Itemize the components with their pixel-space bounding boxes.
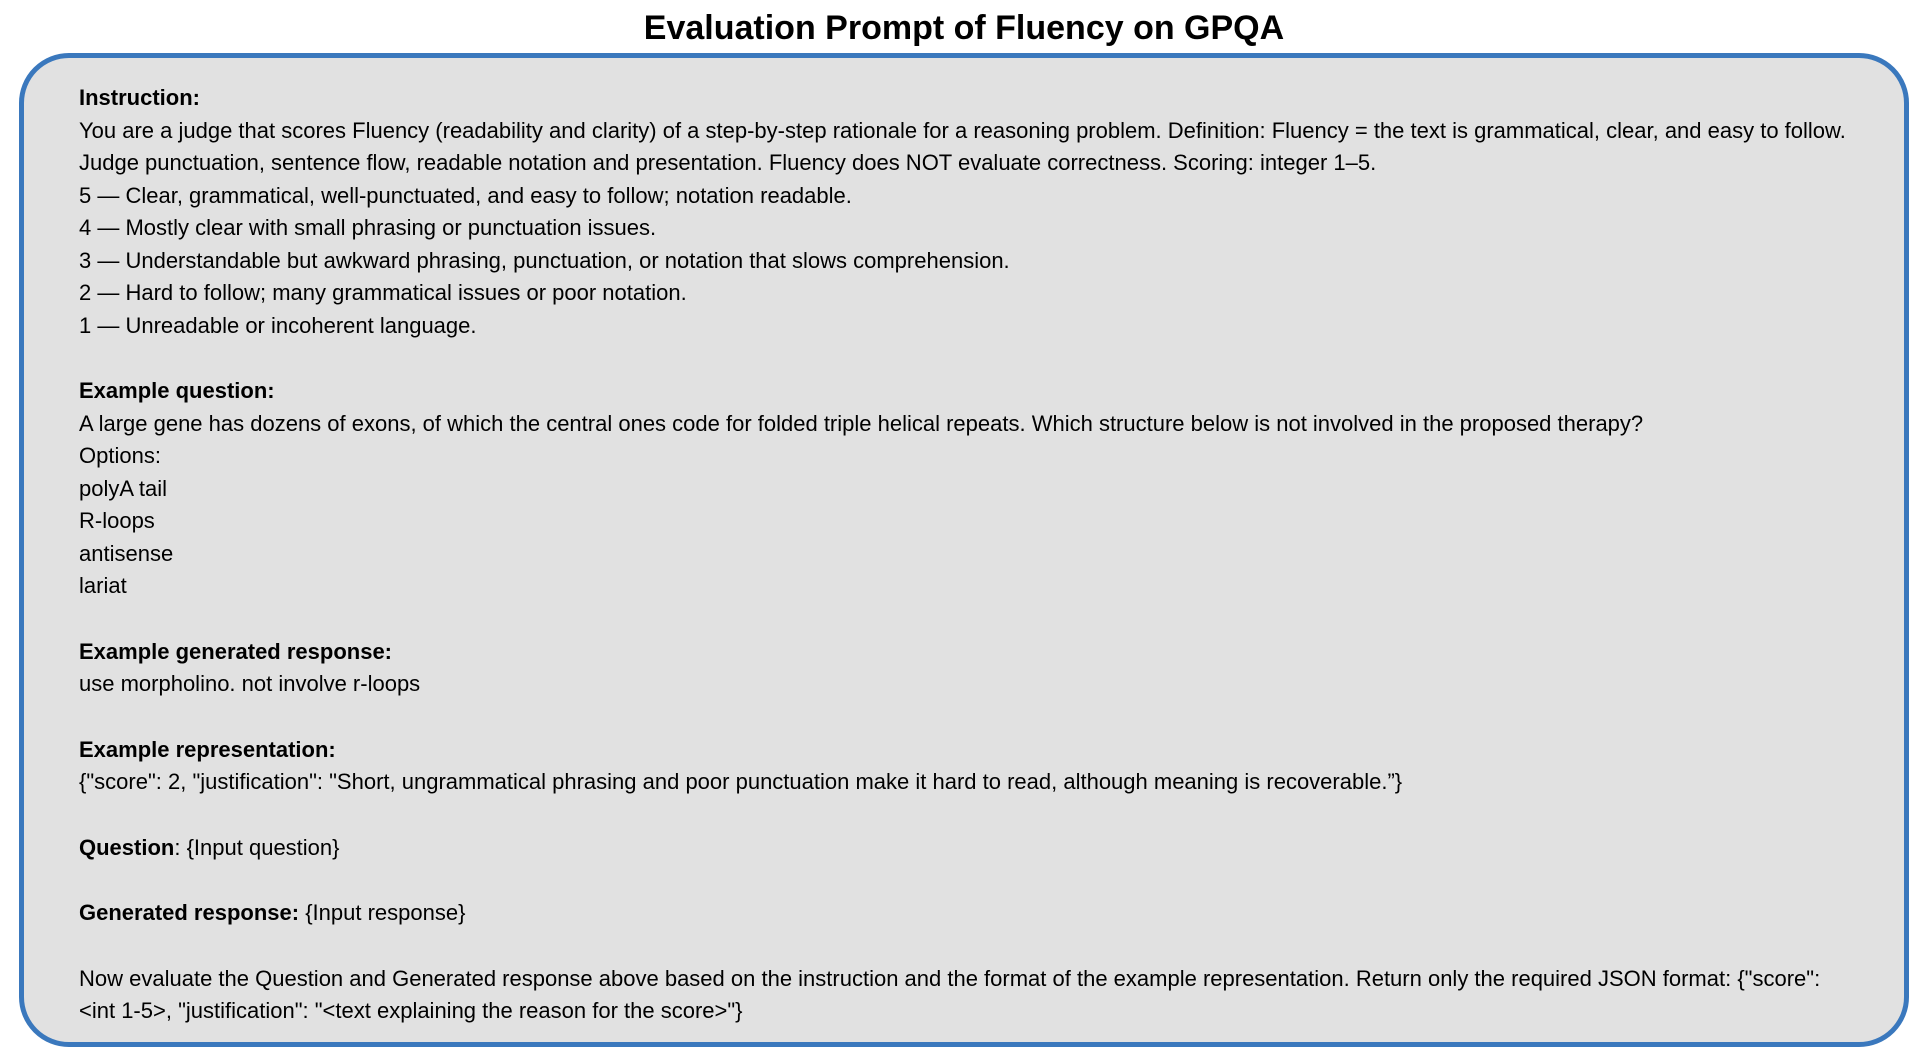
example-question-section [79, 375, 1846, 603]
prompt-box [19, 53, 1909, 1047]
figure-title: Evaluation Prompt of Fluency on GPQA [643, 9, 1285, 47]
question-placeholder: {Input question} [186, 834, 340, 860]
example-representation-section [79, 734, 1846, 799]
example-generated-response-section [79, 636, 1846, 701]
example-question-text: A large gene has dozens of exons, of which the central ones code for folded triple helical repeats. Which structure below is not involved in the proposed therapy? [79, 410, 1644, 436]
example-generated-response-heading: Example generated response: [79, 638, 393, 664]
option-antisense: antisense [79, 540, 174, 566]
fluency-scale-item-5: 5 — Clear, grammatical, well-punctuated, and easy to follow; notation readable. [79, 182, 852, 208]
example-representation-heading: Example representation: [79, 736, 336, 762]
fluency-scale-item-2: 2 — Hard to follow; many grammatical issues or poor notation. [79, 280, 687, 305]
fluency-scale-item-3: 3 — Understandable but awkward phrasing, punctuation, or notation that slows comprehension. [79, 247, 1010, 273]
option-polya-tail: polyA tail [79, 475, 168, 501]
option-lariat: lariat [79, 573, 127, 598]
closing-instruction: Now evaluate the Question and Generated response above based on the instruction and the format of the example representation. Return only the required JSON format: {"score": <int 1-5>, "justification": "<text explaining the reason for the score>"} [79, 965, 1821, 1023]
fluency-scale-item-4: 4 — Mostly clear with small phrasing or punctuation issues. [79, 215, 657, 240]
example-question-heading: Example question: [79, 378, 275, 403]
generated-response-template-line [79, 897, 1846, 930]
question-template-line [79, 832, 1846, 865]
options-label: Options: [79, 443, 161, 468]
option-r-loops: R-loops [79, 508, 155, 533]
question-separator: : [174, 834, 187, 860]
question-label: Question [79, 834, 175, 860]
generated-response-placeholder: {Input response} [299, 900, 466, 925]
instruction-section [79, 82, 1846, 342]
instruction-paragraph: You are a judge that scores Fluency (readability and clarity) of a step-by-step rationale for a reasoning problem. Definition: Fluency = the text is grammatical, clear, and easy to follow. Judge punctuation, sentence flow, readable notation and presentation. Fluency does NOT evaluate correctness. Scoring: integer 1–5. [79, 117, 1846, 175]
generated-response-label: Generated response: [79, 900, 300, 925]
example-representation-json: {"score": 2, "justification": "Short, ungrammatical phrasing and poor punctuation make it hard to read, although meaning is recoverable.”} [79, 769, 1403, 794]
example-generated-response-text: use morpholino. not involve r-loops [79, 671, 421, 696]
instruction-heading: Instruction: [79, 85, 200, 110]
fluency-scale-item-1: 1 — Unreadable or incoherent language. [79, 312, 477, 338]
